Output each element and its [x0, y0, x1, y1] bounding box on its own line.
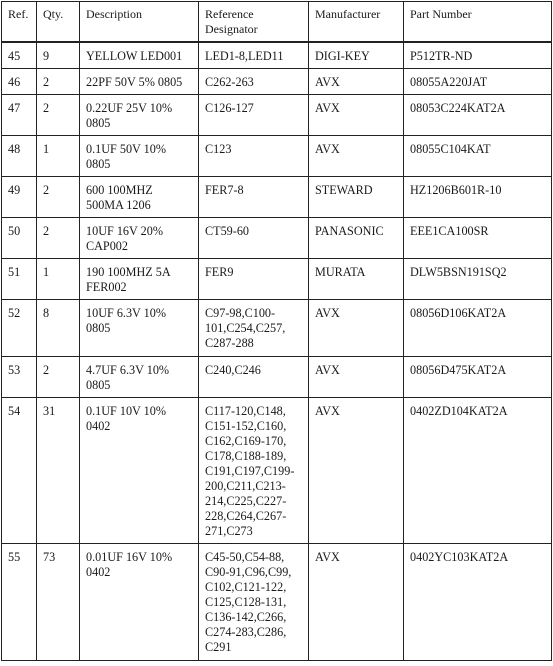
cell-ref: 45 [2, 42, 37, 69]
table-row [2, 300, 552, 357]
header-row [2, 2, 552, 43]
cell-description-line: 0.01UF 16V 10% [86, 550, 173, 564]
cell-designator-line: C162,C169-170, [205, 434, 287, 448]
header-qty: Qty. [37, 2, 80, 43]
cell-qty: 2 [37, 95, 80, 136]
cell-designator [199, 136, 309, 177]
cell-designator [199, 42, 309, 69]
cell-manufacturer: AVX [309, 136, 404, 177]
cell-manufacturer: AVX [309, 95, 404, 136]
cell-description-line: 0805 [86, 116, 111, 130]
cell-ref: 53 [2, 357, 37, 398]
cell-part-number: 08056D106KAT2A [404, 300, 552, 357]
cell-qty: 2 [37, 69, 80, 95]
cell-description [80, 300, 199, 357]
cell-description-line: YELLOW LED001 [86, 49, 183, 63]
cell-description-line: 4.7UF 6.3V 10% [86, 363, 170, 377]
cell-designator-line: C287-288 [205, 336, 254, 350]
table-row [2, 69, 552, 95]
cell-designator-line: FER9 [205, 265, 234, 279]
cell-manufacturer: AVX [309, 398, 404, 544]
cell-designator-line: C90-91,C96,C99, [205, 565, 292, 579]
cell-designator [199, 69, 309, 95]
table-row [2, 259, 552, 300]
cell-designator-line: 200,C211,C213- [205, 479, 286, 493]
cell-designator-line: 228,C264,C267- [205, 509, 287, 523]
cell-part-number: 0402YC103KAT2A [404, 544, 552, 661]
bom-table [1, 1, 552, 661]
cell-manufacturer: MURATA [309, 259, 404, 300]
table-row [2, 95, 552, 136]
cell-ref: 48 [2, 136, 37, 177]
cell-description-line: 0.1UF 10V 10% [86, 404, 167, 418]
cell-designator [199, 300, 309, 357]
table-row [2, 357, 552, 398]
cell-part-number: 08053C224KAT2A [404, 95, 552, 136]
cell-designator [199, 218, 309, 259]
header-ref: Ref. [2, 2, 37, 43]
cell-part-number: HZ1206B601R-10 [404, 177, 552, 218]
cell-part-number: 08055C104KAT [404, 136, 552, 177]
cell-designator-line: C151-152,C160, [205, 419, 287, 433]
table-row [2, 544, 552, 661]
cell-part-number: EEE1CA100SR [404, 218, 552, 259]
cell-manufacturer: AVX [309, 69, 404, 95]
table-row [2, 136, 552, 177]
cell-description [80, 398, 199, 544]
cell-description [80, 177, 199, 218]
cell-part-number: DLW5BSN191SQ2 [404, 259, 552, 300]
bom-body [2, 42, 552, 661]
header-description: Description [80, 2, 199, 43]
cell-part-number: 0402ZD104KAT2A [404, 398, 552, 544]
cell-part-number: P512TR-ND [404, 42, 552, 69]
header-designator [199, 2, 309, 43]
cell-ref: 46 [2, 69, 37, 95]
cell-designator-line: 101,C254,C257, [205, 321, 286, 335]
cell-description-line: 0805 [86, 157, 111, 171]
cell-description [80, 357, 199, 398]
cell-description-line: 600 100MHZ [86, 183, 153, 197]
cell-designator-line: C45-50,C54-88, [205, 550, 285, 564]
cell-designator [199, 177, 309, 218]
cell-manufacturer: DIGI-KEY [309, 42, 404, 69]
cell-qty: 1 [37, 259, 80, 300]
cell-designator-line: FER7-8 [205, 183, 244, 197]
cell-designator [199, 357, 309, 398]
cell-ref: 49 [2, 177, 37, 218]
cell-designator-line: C102,C121-122, [205, 580, 287, 594]
cell-designator-line: LED1-8,LED11 [205, 49, 284, 63]
cell-qty: 2 [37, 218, 80, 259]
table-row [2, 398, 552, 544]
cell-description [80, 218, 199, 259]
cell-manufacturer: AVX [309, 544, 404, 661]
cell-ref: 51 [2, 259, 37, 300]
table-row [2, 218, 552, 259]
cell-designator-line: C123 [205, 142, 232, 156]
cell-qty: 31 [37, 398, 80, 544]
cell-manufacturer: STEWARD [309, 177, 404, 218]
cell-description-line: 0805 [86, 378, 111, 392]
cell-manufacturer: AVX [309, 357, 404, 398]
cell-designator-line: C191,C197,C199- [205, 464, 295, 478]
cell-description [80, 95, 199, 136]
header-designator-line1: Reference [205, 7, 254, 21]
cell-designator-line: C274-283,C286, [205, 625, 287, 639]
cell-manufacturer: AVX [309, 300, 404, 357]
header-designator-line2: Designator [205, 22, 258, 36]
cell-ref: 50 [2, 218, 37, 259]
cell-designator-line: 271,C273 [205, 524, 253, 538]
cell-ref: 55 [2, 544, 37, 661]
cell-part-number: 08055A220JAT [404, 69, 552, 95]
cell-description-line: FER002 [86, 280, 127, 294]
cell-designator-line: C136-142,C266, [205, 610, 287, 624]
cell-description-line: 500MA 1206 [86, 198, 151, 212]
cell-qty: 73 [37, 544, 80, 661]
cell-ref: 52 [2, 300, 37, 357]
cell-designator-line: C262-263 [205, 75, 254, 89]
table-row [2, 177, 552, 218]
cell-designator-line: C97-98,C100- [205, 306, 276, 320]
cell-description [80, 259, 199, 300]
cell-description [80, 42, 199, 69]
cell-qty: 8 [37, 300, 80, 357]
cell-description-line: 22PF 50V 5% 0805 [86, 75, 183, 89]
cell-description-line: 0402 [86, 565, 111, 579]
cell-description-line: 0805 [86, 321, 111, 335]
cell-description-line: 0.1UF 50V 10% [86, 142, 167, 156]
cell-description-line: 0.22UF 25V 10% [86, 101, 173, 115]
cell-ref: 54 [2, 398, 37, 544]
cell-designator-line: CT59-60 [205, 224, 250, 238]
cell-description-line: 10UF 16V 20% [86, 224, 163, 238]
cell-qty: 2 [37, 357, 80, 398]
table-row [2, 42, 552, 69]
cell-designator-line: 214,C225,C227- [205, 494, 287, 508]
cell-manufacturer: PANASONIC [309, 218, 404, 259]
cell-designator-line: C291 [205, 640, 232, 654]
cell-description [80, 544, 199, 661]
cell-description-line: 0402 [86, 419, 111, 433]
cell-description-line: 190 100MHZ 5A [86, 265, 171, 279]
cell-ref: 47 [2, 95, 37, 136]
cell-qty: 2 [37, 177, 80, 218]
cell-description [80, 69, 199, 95]
cell-designator [199, 259, 309, 300]
cell-qty: 1 [37, 136, 80, 177]
cell-description-line: 10UF 6.3V 10% [86, 306, 167, 320]
cell-part-number: 08056D475KAT2A [404, 357, 552, 398]
cell-designator-line: C240,C246 [205, 363, 261, 377]
cell-qty: 9 [37, 42, 80, 69]
cell-designator-line: C125,C128-131, [205, 595, 287, 609]
cell-description [80, 136, 199, 177]
cell-designator [199, 544, 309, 661]
cell-designator [199, 398, 309, 544]
header-manufacturer: Manufacturer [309, 2, 404, 43]
cell-description-line: CAP002 [86, 239, 128, 253]
cell-designator-line: C178,C188-189, [205, 449, 287, 463]
cell-designator [199, 95, 309, 136]
cell-designator-line: C126-127 [205, 101, 254, 115]
bom-header [2, 2, 552, 43]
header-part-number: Part Number [404, 2, 552, 43]
cell-designator-line: C117-120,C148, [205, 404, 286, 418]
